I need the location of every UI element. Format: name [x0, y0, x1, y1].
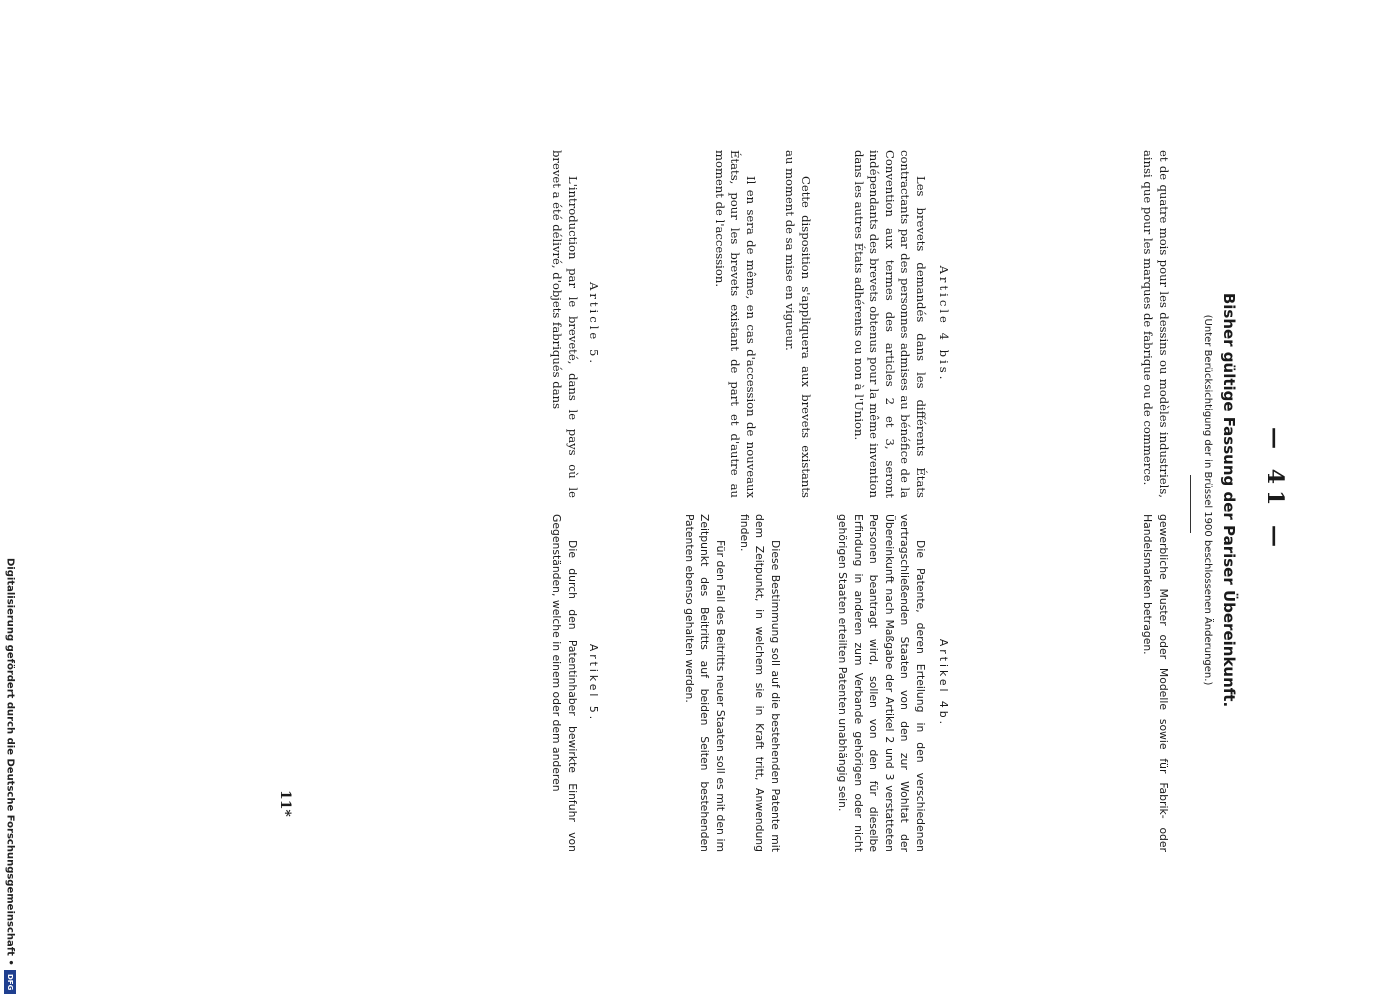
german-article-5-para-1: Die durch den Patentinhaber bewirkte Einfuhr von Gegenständen, welche in einem oder dem anderen [550, 514, 579, 852]
digitization-footer [4, 558, 16, 994]
french-intro: et de quatre mois pour les dessins ou modèles industriels, ainsi que pour les marques de fabrique ou de commerce. [1141, 150, 1171, 498]
dfg-logo: DFG [4, 970, 16, 994]
french-article-4bis-para-2: Cette disposition s'appliquera aux brevets existants au moment de sa mise en vigueur. [783, 150, 813, 498]
footer-text: Digitalisierung gefördert durch die Deutsche Forschungsgemeinschaft • [4, 558, 16, 966]
page-heading: Bisher gültige Fassung der Pariser Übereinkunft. [1220, 292, 1238, 708]
german-article-4b-title: Artikel 4b. [937, 638, 950, 728]
french-article-5-title: Article 5. [587, 281, 601, 367]
french-article-4bis-para-1: Les brevets demandés dans les différents États contractants par des personnes admises au bénéfice de la Convention aux termes des articles 2 et 3, seront indépendants des brevets obtenus pour la même invention dans les autres États adhérents ou non à l'Union. [852, 150, 928, 498]
german-article-5-title: Artikel 5. [587, 643, 600, 723]
page-subheading: (Unter Berücksichtigung der in Brüssel 1900 beschlossenen Änderungen.) [1202, 314, 1213, 686]
german-intro: gewerbliche Muster oder Modelle sowie für Fabrik- oder Handelsmarken betragen. [1141, 514, 1170, 852]
german-article-4b-para-1: Die Patente, deren Erteilung in den verschiedenen vertragschließenden Staaten von den zur Wohltat der Übereinkunft nach Maßgabe der Artikel 2 und 3 verstatteten Personen beantragt wird, sollen von den für dieselbe Erfindung in anderen zum Verbande gehörigen oder nicht gehörigen Staaten erteilten Patenten unabhängig sein. [836, 514, 927, 852]
german-article-4b-para-3: Für den Fall des Beitritts neuer Staaten soll es mit den im Zeitpunkt des Beitritts auf beiden Seiten bestehenden Patenten ebenso gehalten werden. [683, 514, 727, 852]
french-article-4bis-para-3: Il en sera de même, en cas d'accession de nouveaux États, pour les brevets existant de part et d'autre au moment de l'accession. [713, 150, 758, 498]
page-number: — 41 — [1262, 427, 1288, 553]
french-article-5-para-1: L'introduction par le breveté, dans le pays où le brevet a été délivré, d'objets fabriqués dans [550, 150, 580, 498]
heading-rule [1190, 475, 1191, 533]
signature-mark: 11* [277, 790, 293, 817]
french-article-4bis-title: Article 4 bis. [937, 265, 951, 383]
german-article-4b-para-2: Diese Bestimmung soll auf die bestehenden Patente mit dem Zeitpunkt, in welchem sie in Kraft tritt, Anwendung finden. [738, 514, 782, 852]
